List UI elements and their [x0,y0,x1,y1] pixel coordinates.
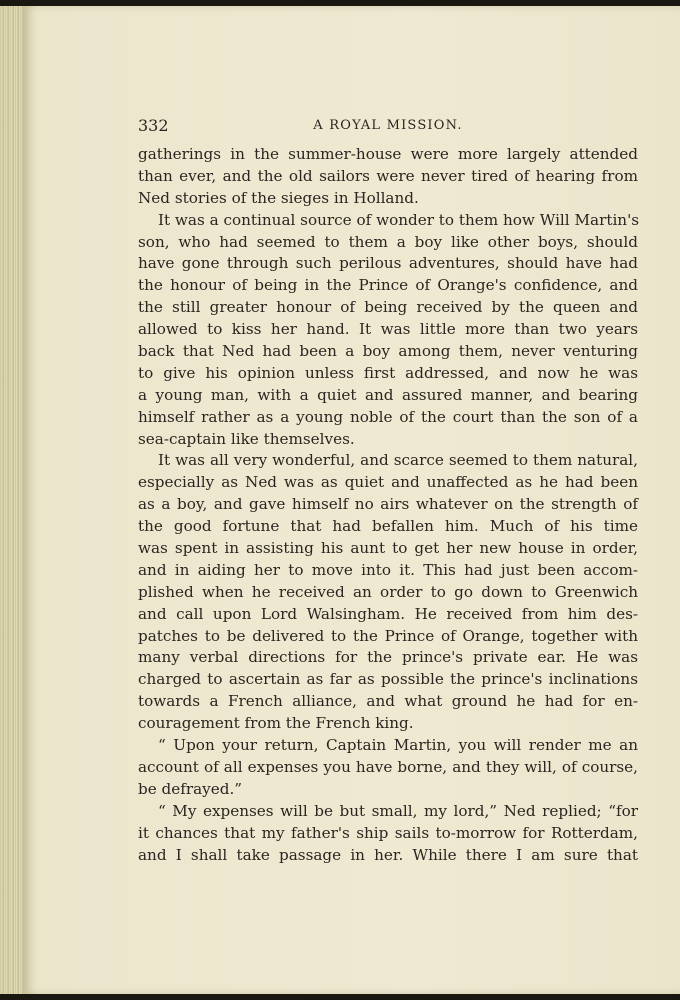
text-line: himself rather as a young noble of the court than the son of a [138,407,638,426]
page-number: 332 [138,116,169,135]
text-line: than ever, and the old sailors were never tired of hearing from [138,166,638,185]
text-line: allowed to kiss her hand. It was little more than two years [138,320,638,339]
text-line: sea-captain like themselves. [138,429,355,448]
text-line: son, who had seemed to them a boy like other boys, should [138,232,638,251]
body-text [138,144,638,866]
text-line: to give his opinion unless first addressed, and now he was [138,363,638,382]
text-line: Ned stories of the sieges in Holland. [138,188,419,207]
text-block [138,110,638,866]
text-line: the good fortune that had befallen him. Much of his time [138,517,638,536]
text-line: gatherings in the summer-house were more largely attended [138,145,638,163]
text-line: towards a French alliance, and what ground he had for en- [138,692,638,711]
text-line: and call upon Lord Walsingham. He received from him des- [138,604,638,623]
text-line: couragement from the French king. [138,714,414,733]
text-line: “ My expenses will be but small, my lord,” Ned replied; “for [158,801,638,820]
text-line: the still greater honour of being received by the queen and [138,298,638,317]
running-title: A ROYAL MISSION. [313,118,463,133]
text-line: the honour of being in the Prince of Orange's confidence, and [138,276,638,295]
text-line: It was all very wonderful, and scarce seemed to them natural, [158,451,638,470]
text-line: it chances that my father's ship sails to-morrow for Rotterdam, [138,823,638,842]
text-line: account of all expenses you have borne, and they will, of course, [138,757,638,776]
text-line: and in aiding her to move into it. This had just been accom- [138,560,638,579]
text-line: many verbal directions for the prince's private ear. He was [138,648,638,667]
text-line: back that Ned had been a boy among them, never venturing [138,342,638,361]
text-line: have gone through such perilous adventures, should have had [138,254,638,273]
page-paper [22,6,680,994]
text-line: It was a continual source of wonder to them how Will Martin's [158,210,640,229]
text-line: as a boy, and gave himself no airs whatever on the strength of [138,495,638,514]
text-line: be defrayed.” [138,779,243,798]
text-line: and I shall take passage in her. While there I am sure that [138,845,638,864]
text-line: especially as Ned was as quiet and unaffected as he had been [138,473,638,492]
running-head [138,110,638,144]
text-line: plished when he received an order to go down to Greenwich [138,582,638,601]
text-line: “ Upon your return, Captain Martin, you will render me an [158,736,638,755]
text-line: patches to be delivered to the Prince of Orange, together with [138,626,638,645]
text-line: charged to ascertain as far as possible the prince's inclinations [138,670,638,689]
text-line: a young man, with a quiet and assured manner, and bearing [138,385,638,404]
text-line: was spent in assisting his aunt to get her new house in order, [138,539,638,558]
